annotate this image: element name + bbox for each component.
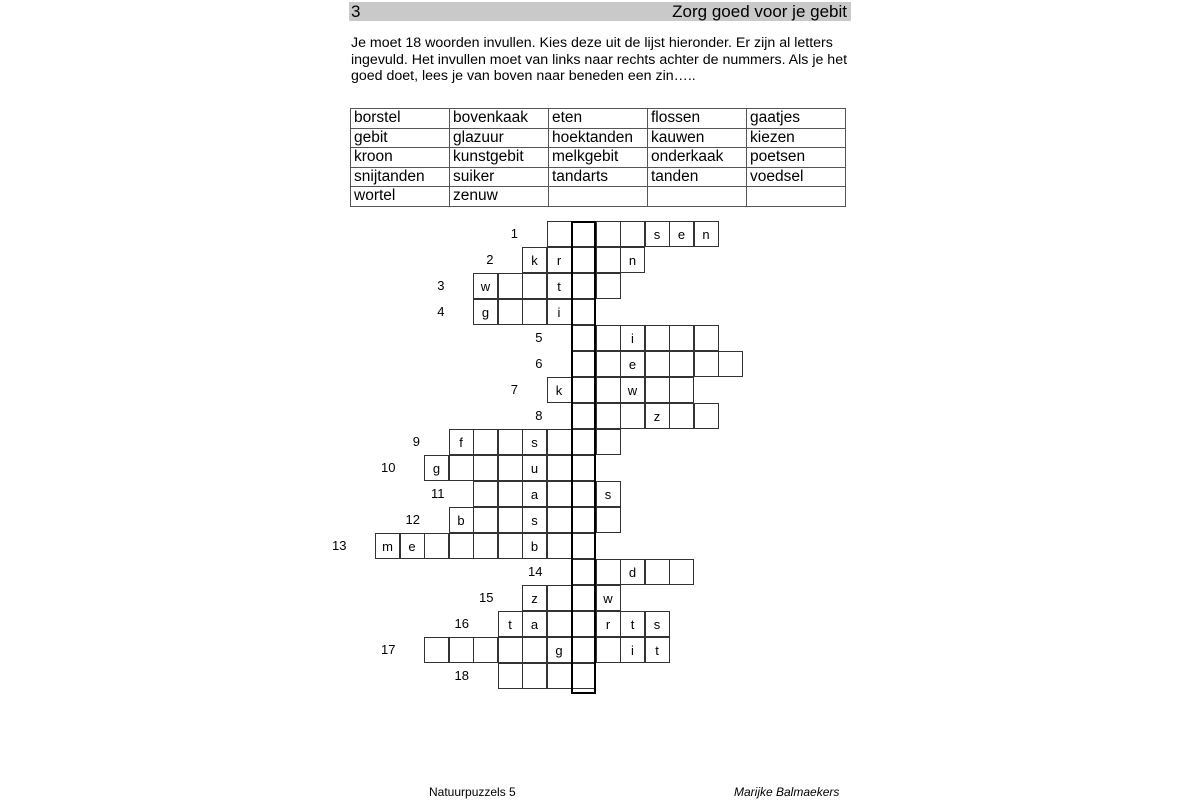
crossword-cell[interactable]: k: [522, 247, 547, 273]
crossword-cell[interactable]: [596, 403, 621, 429]
crossword-cell[interactable]: [473, 429, 498, 455]
crossword-cell[interactable]: [718, 351, 743, 377]
crossword-cell[interactable]: u: [522, 455, 547, 481]
crossword-cell[interactable]: a: [522, 481, 547, 507]
crossword-cell[interactable]: [547, 611, 572, 637]
word-list-cell: onderkaak: [648, 148, 747, 168]
clue-number: 10: [381, 460, 396, 475]
crossword-cell[interactable]: n: [620, 247, 645, 273]
crossword-cell[interactable]: r: [547, 247, 572, 273]
crossword-cell[interactable]: [571, 351, 596, 377]
crossword-cell[interactable]: [547, 507, 572, 533]
crossword-cell[interactable]: [571, 663, 596, 689]
crossword-cell[interactable]: [571, 221, 596, 247]
crossword-cell[interactable]: [694, 325, 719, 351]
word-list-row: [351, 167, 846, 187]
clue-number: 8: [535, 408, 543, 423]
crossword-cell[interactable]: [473, 533, 498, 559]
crossword-cell[interactable]: b: [449, 507, 474, 533]
word-list-cell: [747, 187, 846, 207]
clue-number: 14: [528, 564, 543, 579]
word-list-cell: snijtanden: [351, 167, 450, 187]
crossword-cell[interactable]: [522, 663, 547, 689]
crossword-cell[interactable]: t: [645, 637, 670, 663]
footer-author: Marijke Balmaekers: [734, 785, 840, 799]
crossword-cell[interactable]: w: [473, 273, 498, 299]
crossword-cell[interactable]: [424, 637, 449, 663]
crossword-cell[interactable]: [571, 533, 596, 559]
clue-number: 13: [332, 538, 347, 553]
clue-number: 12: [405, 512, 420, 527]
page-title: Zorg goed voor je gebit: [672, 1, 847, 21]
word-list-cell: eten: [549, 109, 648, 129]
clue-number: 2: [486, 252, 494, 267]
word-list-cell: glazuur: [450, 128, 549, 148]
crossword-cell[interactable]: z: [522, 585, 547, 611]
crossword-cell[interactable]: [522, 299, 547, 325]
crossword-cell[interactable]: [620, 403, 645, 429]
crossword-cell[interactable]: [498, 481, 523, 507]
crossword-cell[interactable]: [473, 455, 498, 481]
crossword-cell[interactable]: [694, 351, 719, 377]
crossword-cell[interactable]: e: [400, 533, 425, 559]
crossword-cell[interactable]: [547, 221, 572, 247]
crossword-cell[interactable]: [498, 273, 523, 299]
instructions-text: Je moet 18 woorden invullen. Kies deze uit de lijst hieronder. Er zijn al letters ingevuld. Het invullen moet van links naar rechts achter de nummers. Als je het goed doet, lees je van boven naar beneden een zin…..: [351, 35, 848, 85]
clue-number: 4: [437, 304, 445, 319]
crossword-cell[interactable]: z: [645, 403, 670, 429]
crossword-cell[interactable]: i: [620, 325, 645, 351]
clue-number: 3: [437, 278, 445, 293]
word-list-cell: kroon: [351, 148, 450, 168]
word-list-table: [350, 108, 846, 207]
crossword-cell[interactable]: [498, 507, 523, 533]
crossword-cell[interactable]: [449, 637, 474, 663]
clue-number: 1: [510, 226, 518, 241]
word-list-cell: [648, 187, 747, 207]
crossword-cell[interactable]: g: [547, 637, 572, 663]
crossword-cell[interactable]: n: [694, 221, 719, 247]
crossword-cell[interactable]: [424, 533, 449, 559]
crossword-cell[interactable]: s: [522, 429, 547, 455]
crossword-cell[interactable]: [571, 403, 596, 429]
word-list-cell: suiker: [450, 167, 549, 187]
crossword-cell[interactable]: s: [645, 611, 670, 637]
crossword-cell[interactable]: [547, 455, 572, 481]
word-list-cell: hoektanden: [549, 128, 648, 148]
clue-number: 16: [454, 616, 469, 631]
crossword-cell[interactable]: b: [522, 533, 547, 559]
crossword-cell[interactable]: t: [547, 273, 572, 299]
clue-number: 5: [535, 330, 543, 345]
crossword-cell[interactable]: [669, 559, 694, 585]
crossword-cell[interactable]: [694, 403, 719, 429]
clue-number: 7: [510, 382, 518, 397]
crossword-cell[interactable]: [498, 299, 523, 325]
crossword-cell[interactable]: [571, 559, 596, 585]
crossword-cell[interactable]: [498, 663, 523, 689]
crossword-cell[interactable]: [669, 351, 694, 377]
footer-book-title: Natuurpuzzels 5: [429, 785, 516, 799]
crossword-cell[interactable]: m: [375, 533, 400, 559]
word-list-cell: kauwen: [648, 128, 747, 148]
crossword-cell[interactable]: [473, 507, 498, 533]
crossword-cell[interactable]: [571, 247, 596, 273]
crossword-cell[interactable]: [571, 611, 596, 637]
crossword-cell[interactable]: s: [522, 507, 547, 533]
word-list-cell: bovenkaak: [450, 109, 549, 129]
crossword-cell[interactable]: s: [645, 221, 670, 247]
crossword-cell[interactable]: [547, 533, 572, 559]
puzzle-number: 3: [351, 1, 361, 21]
clue-number: 17: [381, 642, 396, 657]
crossword-cell[interactable]: [498, 455, 523, 481]
crossword-cell[interactable]: [547, 429, 572, 455]
crossword-cell[interactable]: [596, 351, 621, 377]
crossword-cell[interactable]: t: [498, 611, 523, 637]
crossword-cell[interactable]: [645, 325, 670, 351]
clue-number: 6: [535, 356, 543, 371]
crossword-cell[interactable]: [596, 559, 621, 585]
crossword-cell[interactable]: [669, 325, 694, 351]
word-list-row: [351, 109, 846, 129]
crossword-cell[interactable]: [498, 637, 523, 663]
crossword-cell[interactable]: [669, 377, 694, 403]
crossword-cell[interactable]: [571, 637, 596, 663]
crossword-cell[interactable]: [596, 429, 621, 455]
word-list-cell: wortel: [351, 187, 450, 207]
crossword-cell[interactable]: [547, 481, 572, 507]
crossword-cell[interactable]: [645, 351, 670, 377]
crossword-cell[interactable]: [473, 481, 498, 507]
crossword-cell[interactable]: [596, 325, 621, 351]
crossword-cell[interactable]: [498, 429, 523, 455]
word-list-cell: tandarts: [549, 167, 648, 187]
crossword-cell[interactable]: [596, 637, 621, 663]
crossword-cell[interactable]: [473, 637, 498, 663]
crossword-cell[interactable]: [645, 377, 670, 403]
crossword-cell[interactable]: g: [424, 455, 449, 481]
word-list-row: [351, 148, 846, 168]
word-list-cell: gebit: [351, 128, 450, 148]
crossword-cell[interactable]: [571, 325, 596, 351]
word-list-cell: melkgebit: [549, 148, 648, 168]
crossword-cell[interactable]: e: [620, 351, 645, 377]
crossword-cell[interactable]: [669, 403, 694, 429]
crossword-cell[interactable]: k: [547, 377, 572, 403]
crossword-cell[interactable]: t: [620, 611, 645, 637]
crossword-cell[interactable]: r: [596, 611, 621, 637]
crossword-cell[interactable]: d: [620, 559, 645, 585]
crossword-cell[interactable]: [571, 585, 596, 611]
word-list-cell: zenuw: [450, 187, 549, 207]
clue-number: 15: [479, 590, 494, 605]
word-list-cell: kiezen: [747, 128, 846, 148]
clue-number: 11: [431, 486, 445, 501]
crossword-cell[interactable]: [571, 377, 596, 403]
crossword-cell[interactable]: [596, 377, 621, 403]
crossword-cell[interactable]: [596, 221, 621, 247]
word-list-cell: kunstgebit: [450, 148, 549, 168]
crossword-cell[interactable]: e: [669, 221, 694, 247]
crossword-cell[interactable]: [596, 273, 621, 299]
word-list-cell: flossen: [648, 109, 747, 129]
page-header: [349, 2, 851, 21]
crossword-cell[interactable]: i: [620, 637, 645, 663]
word-list-cell: poetsen: [747, 148, 846, 168]
crossword-cell[interactable]: w: [596, 585, 621, 611]
crossword-cell[interactable]: [449, 533, 474, 559]
crossword-cell[interactable]: [571, 299, 596, 325]
crossword-cell[interactable]: [498, 533, 523, 559]
word-list-cell: borstel: [351, 109, 450, 129]
word-list-cell: [549, 187, 648, 207]
crossword-cell[interactable]: [547, 663, 572, 689]
clue-number: 9: [412, 434, 420, 449]
word-list-cell: tanden: [648, 167, 747, 187]
crossword-cell[interactable]: [571, 429, 596, 455]
crossword-cell[interactable]: [547, 585, 572, 611]
crossword-cell[interactable]: [522, 637, 547, 663]
crossword-cell[interactable]: w: [620, 377, 645, 403]
clue-number: 18: [454, 668, 469, 683]
crossword-cell[interactable]: [645, 559, 670, 585]
crossword-cell[interactable]: a: [522, 611, 547, 637]
word-list-cell: voedsel: [747, 167, 846, 187]
crossword-cell[interactable]: [571, 481, 596, 507]
crossword-cell[interactable]: [449, 455, 474, 481]
crossword-cell[interactable]: [522, 273, 547, 299]
crossword-cell[interactable]: [596, 507, 621, 533]
word-list-row: [351, 128, 846, 148]
crossword-cell[interactable]: i: [547, 299, 572, 325]
crossword-cell[interactable]: [571, 455, 596, 481]
crossword-cell[interactable]: s: [596, 481, 621, 507]
crossword-cell[interactable]: [571, 507, 596, 533]
instructions: [351, 35, 851, 85]
crossword-cell[interactable]: [596, 247, 621, 273]
word-list-row: [351, 187, 846, 207]
crossword-cell[interactable]: [620, 221, 645, 247]
crossword-cell[interactable]: [571, 273, 596, 299]
crossword-cell[interactable]: g: [473, 299, 498, 325]
word-list-cell: gaatjes: [747, 109, 846, 129]
crossword-cell[interactable]: f: [449, 429, 474, 455]
